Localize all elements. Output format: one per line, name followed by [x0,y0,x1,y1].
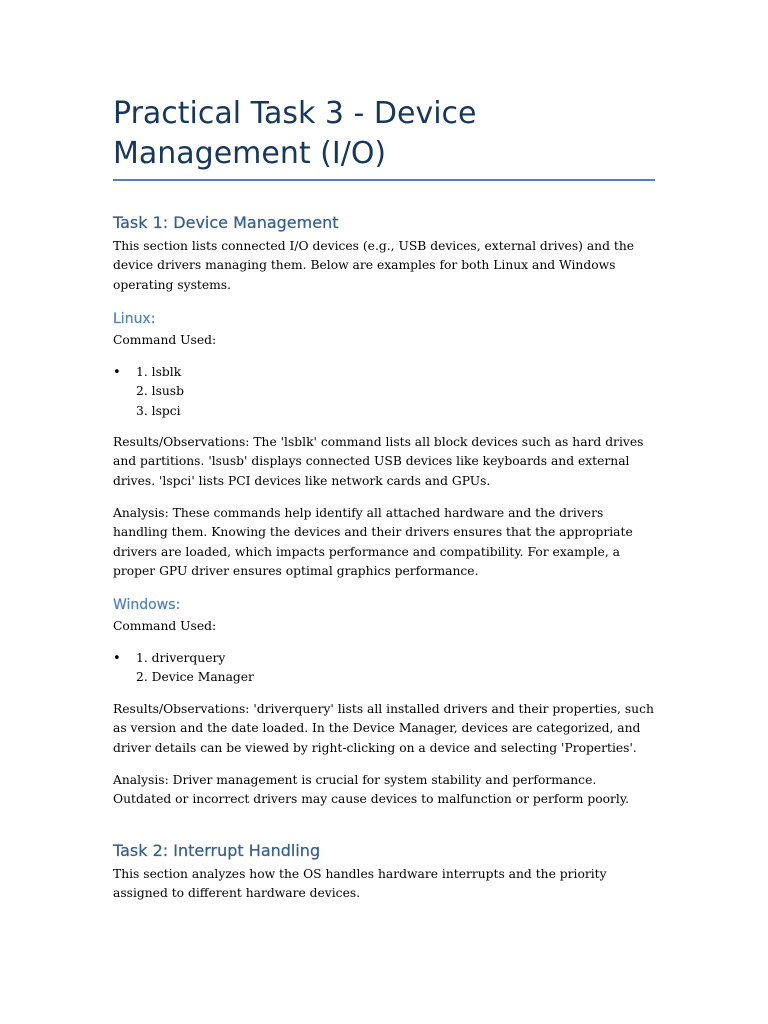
title-underline [113,179,655,181]
bullet-icon: • [113,651,121,666]
list-item: 1. driverquery [136,651,226,665]
task1-heading: Task 1: Device Management [113,213,339,232]
windows-results: Results/Observations: 'driverquery' lists all installed drivers and their properties, such as version and the date loaded. In the Device Manager, devices are categorized, and driver details can be viewed by right-clicking on a device and selecting 'Properties'. [113,702,654,755]
linux-command-list [113,363,655,421]
list-item: 1. lsblk [136,365,182,379]
linux-command-label: Command Used: [113,333,217,347]
bullet-icon: • [113,365,121,380]
windows-command-list [113,649,655,688]
windows-heading: Windows: [113,597,181,613]
linux-results: Results/Observations: The 'lsblk' command lists all block devices such as hard drives and partitions. 'lsusb' displays connected USB devices like keyboards and external drives. 'lspci' lists PCI devices like network cards and GPUs. [113,435,644,488]
task2-intro: This section analyzes how the OS handles hardware interrupts and the priority assigned to different hardware devices. [113,867,607,901]
task1-intro: This section lists connected I/O devices (e.g., USB devices, external drives) and the device drivers managing them. Below are examples for both Linux and Windows operating systems. [113,239,635,292]
list-item: 2. lsusb [136,384,184,399]
task2-heading: Task 2: Interrupt Handling [113,841,321,860]
document-title: Practical Task 3 - Device Management (I/O) [113,96,477,171]
windows-command-label: Command Used: [113,619,217,633]
list-item: 2. Device Manager [136,670,254,685]
list-item: 3. lspci [136,403,181,418]
linux-heading: Linux: [113,311,156,327]
windows-analysis: Analysis: Driver management is crucial for system stability and performance. Outdated or incorrect drivers may cause devices to malfunction or perform poorly. [113,773,630,807]
linux-analysis: Analysis: These commands help identify all attached hardware and the drivers handling them. Knowing the devices and their drivers ensures that the appropriate drivers are loaded, which impacts performance and compatibility. For example, a proper GPU driver ensures optimal graphics performance. [113,506,633,578]
